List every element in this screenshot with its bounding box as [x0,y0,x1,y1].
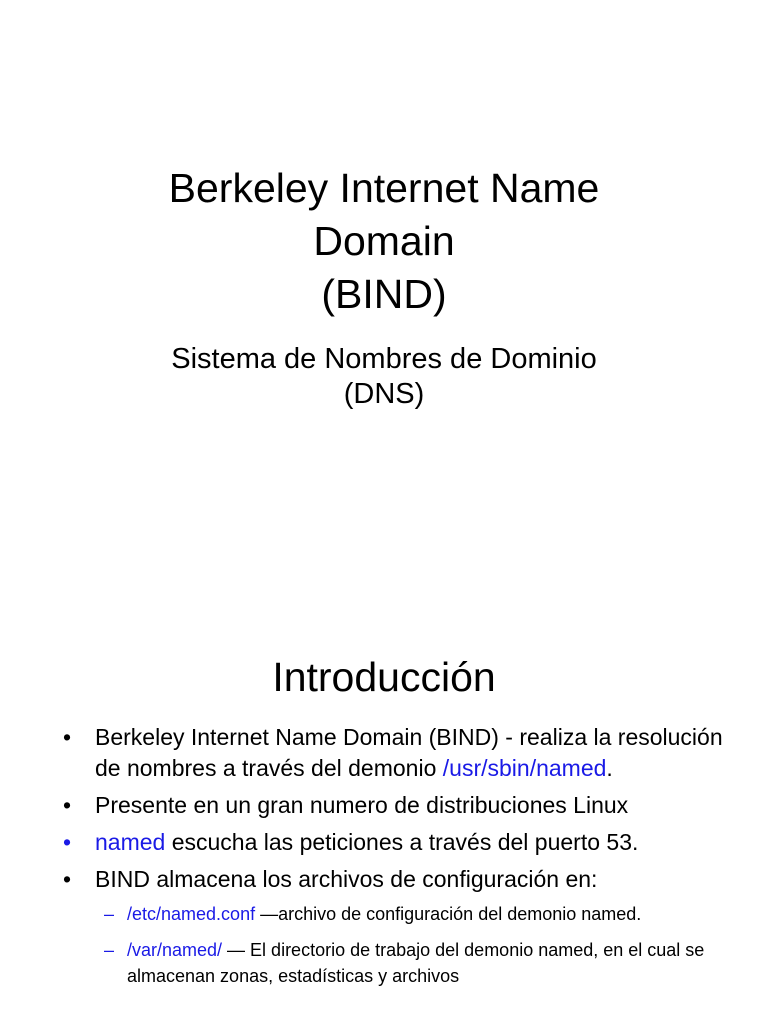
path-link: /usr/sbin/named [442,755,607,781]
path-link: /etc/named.conf [127,904,256,924]
bullet-list [0,722,768,999]
bullet-text: BIND almacena los archivos de configuración en: [95,866,598,892]
bullet-item [0,722,768,784]
sub-bullet-item [0,901,768,927]
named-link: named [95,829,166,855]
slide-subtitle [0,342,768,412]
sub-bullet-marker: – [104,904,115,924]
bullet-item [0,827,768,858]
sub-bullet-marker: – [104,940,115,960]
slide-introduccion [0,576,768,1024]
bullet-text: Berkeley Internet Name Domain (BIND) - realiza la resolución de nombres a través del demonio [95,724,723,781]
title-line-3: (BIND) [321,271,447,317]
bullet-text: Presente en un gran numero de distribuciones Linux [95,792,629,818]
slide-title-heading [0,162,768,321]
bullet-text: escucha las peticiones a través del puerto 53. [165,829,639,855]
bullet-marker: • [63,792,72,818]
sub-bullet-item [0,937,768,989]
bullet-item [0,864,768,895]
path-link: /var/named/ [127,940,223,960]
slide-2-heading: Introducción [272,654,496,700]
bullet-marker: • [63,866,72,892]
bullet-text-end: . [606,755,613,781]
bullet-item [0,790,768,821]
bullet-marker: • [63,829,72,855]
subtitle-line-1: Sistema de Nombres de Dominio [171,343,597,375]
bullet-marker: • [63,724,72,750]
title-line-2: Domain [313,218,455,264]
sub-bullet-text: — El directorio de trabajo del demonio named, en el cual se almacenan zonas, estadísticas y archivos [127,940,705,986]
subtitle-line-2: (DNS) [343,378,425,410]
title-line-1: Berkeley Internet Name [168,165,600,211]
sub-bullet-text: —archivo de configuración del demonio named. [255,904,642,924]
